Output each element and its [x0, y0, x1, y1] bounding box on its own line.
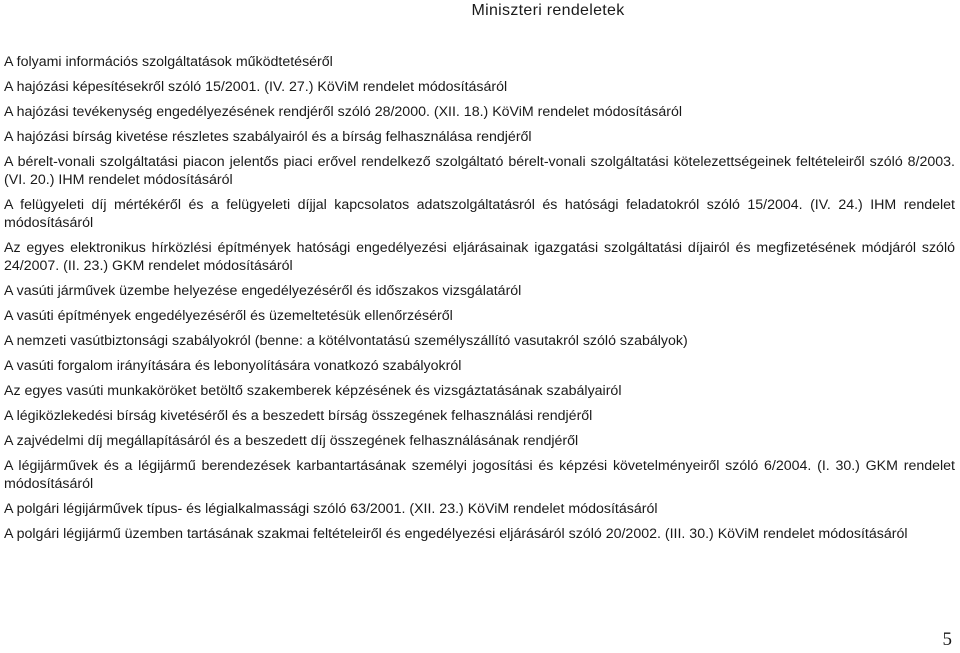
list-item: A polgári légijárművek típus- és légialkalmassági szóló 63/2001. (XII. 23.) KöViM rendelet módosításáról [4, 501, 658, 517]
section-title: Miniszteri rendeletek [471, 2, 625, 19]
list-item: A hajózási bírság kivetése részletes szabályairól és a bírság felhasználása rendjéről [4, 129, 532, 145]
list-item: A vasúti építmények engedélyezéséről és üzemeltetésük ellenőrzéséről [4, 308, 453, 324]
list-item: A zajvédelmi díj megállapításáról és a beszedett díj összegének felhasználásának rendjéről [4, 433, 579, 449]
list-item: A nemzeti vasútbiztonsági szabályokról (benne: a kötélvontatású személyszállító vasutakról szóló szabályok) [4, 333, 688, 349]
list-item: Az egyes vasúti munkaköröket betöltő szakemberek képzésének és vizsgáztatásának szabályairól [4, 383, 622, 399]
list-item: A légijárművek és a légijármű berendezések karbantartásának személyi jogosítási és képzési követelményeiről szóló 6/2004. (I. 30.) GKM rendelet módosításáról [4, 458, 955, 492]
list-item: A folyami információs szolgáltatások működtetéséről [4, 54, 333, 70]
list-item: A hajózási tevékenység engedélyezésének rendjéről szóló 28/2000. (XII. 18.) KöViM rendelet módosításáról [4, 104, 682, 120]
list-item: A vasúti forgalom irányítására és lebonyolítására vonatkozó szabályokról [4, 358, 462, 374]
list-item: A hajózási képesítésekről szóló 15/2001. (IV. 27.) KöViM rendelet módosításáról [4, 79, 508, 95]
regulation-list [4, 53, 955, 550]
list-item: A felügyeleti díj mértékéről és a felügyeleti díjjal kapcsolatos adatszolgáltatásról és hatósági feladatokról szóló 15/2004. (IV. 24.) IHM rendelet módosításáról [4, 197, 955, 231]
page-number: 5 [942, 629, 952, 650]
list-item: A polgári légijármű üzemben tartásának szakmai feltételeiről és engedélyezési eljárásáról szóló 20/2002. (III. 30.) KöViM rendelet módosításáról [4, 526, 908, 542]
list-item: A vasúti járművek üzembe helyezése engedélyezéséről és időszakos vizsgálatáról [4, 283, 522, 299]
list-item: Az egyes elektronikus hírközlési építmények hatósági engedélyezési eljárásainak igazgatási szolgáltatási díjairól és megfizetésének módjáról szóló 24/2007. (II. 23.) GKM rendelet módosításáról [4, 240, 955, 274]
list-item: A bérelt-vonali szolgáltatási piacon jelentős piaci erővel rendelkező szolgáltató bérelt-vonali szolgáltatási kötelezettségeinek feltételeiről szóló 8/2003. (VI. 20.) IHM rendelet módosításáról [4, 154, 955, 188]
page-header [0, 0, 960, 22]
list-item: A légiközlekedési bírság kivetéséről és a beszedett bírság összegének felhasználási rendjéről [4, 408, 593, 424]
